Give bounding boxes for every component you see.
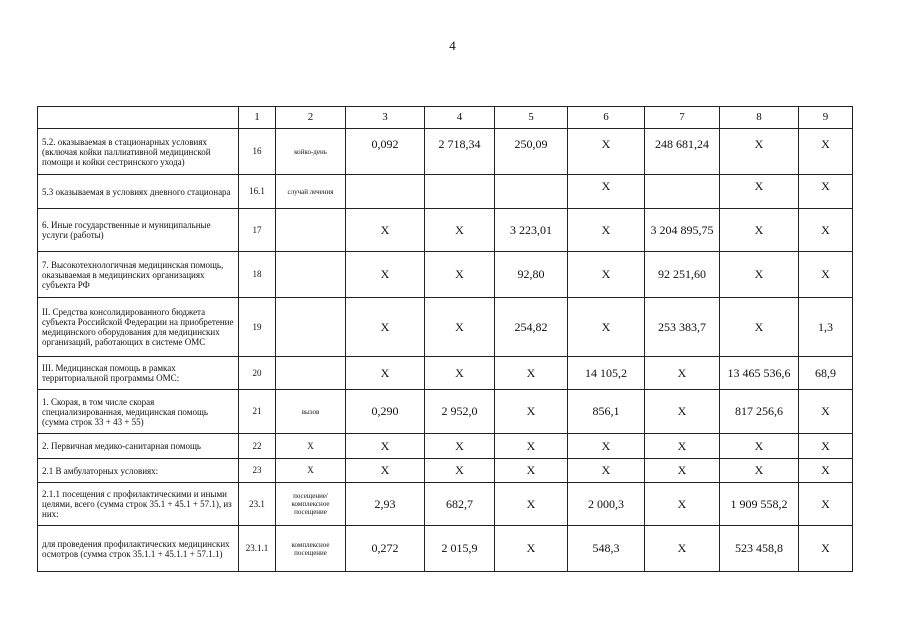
value-cell: X	[425, 252, 495, 298]
row-description: 2.1 В амбулаторных условиях:	[38, 459, 239, 483]
value-cell: 0,092	[346, 129, 425, 175]
header-cell: 2	[276, 107, 346, 129]
table-row	[38, 298, 853, 357]
value-cell: 682,7	[425, 483, 495, 526]
value-cell: 2 718,34	[425, 129, 495, 175]
value-cell: X	[568, 209, 645, 252]
value-cell: X	[645, 390, 720, 434]
value-cell: X	[568, 175, 645, 209]
unit-cell: случай лечения	[276, 175, 346, 209]
header-cell: 6	[568, 107, 645, 129]
value-cell: X	[799, 390, 853, 434]
header-cell: 3	[346, 107, 425, 129]
value-cell: 2,93	[346, 483, 425, 526]
value-cell: 2 015,9	[425, 526, 495, 572]
value-cell: 0,272	[346, 526, 425, 572]
table-row	[38, 175, 853, 209]
value-cell: X	[720, 209, 799, 252]
value-cell: 2 952,0	[425, 390, 495, 434]
table-row	[38, 357, 853, 390]
row-description: III. Медицинская помощь в рамках территориальной программы ОМС:	[38, 357, 239, 390]
row-description: для проведения профилактических медицинских осмотров (сумма строк 35.1.1 + 45.1.1 + 57.1.1)	[38, 526, 239, 572]
table-row	[38, 483, 853, 526]
value-cell: X	[568, 459, 645, 483]
value-cell: X	[425, 357, 495, 390]
header-cell	[38, 107, 239, 129]
value-cell: 548,3	[568, 526, 645, 572]
value-cell: X	[346, 209, 425, 252]
value-cell: X	[568, 434, 645, 459]
row-description: 5.3 оказываемая в условиях дневного стационара	[38, 175, 239, 209]
unit-cell: X	[276, 434, 346, 459]
value-cell: X	[799, 129, 853, 175]
value-cell: 13 465 536,6	[720, 357, 799, 390]
table-row	[38, 129, 853, 175]
row-number: 19	[239, 298, 276, 357]
value-cell: X	[720, 175, 799, 209]
table-row	[38, 209, 853, 252]
value-cell: X	[495, 434, 568, 459]
value-cell: 250,09	[495, 129, 568, 175]
value-cell: X	[720, 129, 799, 175]
row-description: 7. Высокотехнологичная медицинская помощь, оказываемая в медицинских организациях субъекта РФ	[38, 252, 239, 298]
value-cell: X	[645, 483, 720, 526]
header-cell: 1	[239, 107, 276, 129]
value-cell: X	[799, 175, 853, 209]
value-cell: X	[799, 434, 853, 459]
header-cell: 8	[720, 107, 799, 129]
row-description: 1. Скорая, в том числе скорая специализированная, медицинская помощь (сумма строк 33 + 43 + 55)	[38, 390, 239, 434]
value-cell: X	[495, 357, 568, 390]
value-cell: 1,3	[799, 298, 853, 357]
table-row	[38, 390, 853, 434]
value-cell: 523 458,8	[720, 526, 799, 572]
value-cell: X	[346, 434, 425, 459]
value-cell: 14 105,2	[568, 357, 645, 390]
row-number: 16	[239, 129, 276, 175]
value-cell	[495, 175, 568, 209]
unit-cell: комплексное посещение	[276, 526, 346, 572]
value-cell: 92,80	[495, 252, 568, 298]
value-cell: X	[720, 252, 799, 298]
value-cell: X	[425, 434, 495, 459]
value-cell: 92 251,60	[645, 252, 720, 298]
value-cell: X	[720, 459, 799, 483]
row-description: 2.1.1 посещения с профилактическими и иными целями, всего (сумма строк 35.1 + 45.1 + 57.1), из них:	[38, 483, 239, 526]
value-cell: X	[568, 298, 645, 357]
value-cell: X	[495, 390, 568, 434]
value-cell: X	[495, 483, 568, 526]
value-cell: 817 256,6	[720, 390, 799, 434]
value-cell: X	[346, 252, 425, 298]
unit-cell: койко-день	[276, 129, 346, 175]
row-description: 2. Первичная медико-санитарная помощь	[38, 434, 239, 459]
value-cell: X	[799, 252, 853, 298]
value-cell: X	[425, 298, 495, 357]
row-number: 21	[239, 390, 276, 434]
value-cell: X	[495, 459, 568, 483]
row-number: 20	[239, 357, 276, 390]
header-cell: 5	[495, 107, 568, 129]
value-cell	[346, 175, 425, 209]
value-cell: 253 383,7	[645, 298, 720, 357]
value-cell: 856,1	[568, 390, 645, 434]
value-cell: X	[346, 298, 425, 357]
table-row	[38, 459, 853, 483]
financing-table	[37, 106, 853, 572]
unit-cell	[276, 252, 346, 298]
value-cell: X	[799, 526, 853, 572]
header-row	[38, 107, 853, 129]
value-cell: 0,290	[346, 390, 425, 434]
value-cell: X	[799, 209, 853, 252]
value-cell: 254,82	[495, 298, 568, 357]
row-number: 17	[239, 209, 276, 252]
header-cell: 7	[645, 107, 720, 129]
row-number: 16.1	[239, 175, 276, 209]
row-description: II. Средства консолидированного бюджета субъекта Российской Федерации на приобретение медицинского оборудования для медицинских организаций, работающих в системе ОМС	[38, 298, 239, 357]
unit-cell: X	[276, 459, 346, 483]
row-description: 6. Иные государственные и муниципальные услуги (работы)	[38, 209, 239, 252]
value-cell: X	[645, 459, 720, 483]
unit-cell	[276, 357, 346, 390]
page-number: 4	[449, 38, 456, 53]
value-cell: X	[720, 298, 799, 357]
value-cell	[645, 175, 720, 209]
value-cell: X	[720, 434, 799, 459]
value-cell: X	[568, 129, 645, 175]
unit-cell: вызов	[276, 390, 346, 434]
value-cell: X	[645, 526, 720, 572]
row-number: 23	[239, 459, 276, 483]
header-cell: 9	[799, 107, 853, 129]
unit-cell	[276, 298, 346, 357]
value-cell: X	[645, 434, 720, 459]
value-cell: 2 000,3	[568, 483, 645, 526]
row-number: 23.1	[239, 483, 276, 526]
header-cell: 4	[425, 107, 495, 129]
row-number: 18	[239, 252, 276, 298]
row-number: 23.1.1	[239, 526, 276, 572]
value-cell: X	[346, 459, 425, 483]
value-cell: X	[568, 252, 645, 298]
value-cell: 1 909 558,2	[720, 483, 799, 526]
table-row	[38, 252, 853, 298]
value-cell: X	[645, 357, 720, 390]
row-description: 5.2. оказываемая в стационарных условиях (включая койки паллиативной медицинской помощи и койки сестринского ухода)	[38, 129, 239, 175]
value-cell: 68,9	[799, 357, 853, 390]
table-row	[38, 526, 853, 572]
value-cell: X	[346, 357, 425, 390]
value-cell: X	[425, 209, 495, 252]
value-cell: X	[799, 459, 853, 483]
value-cell: 248 681,24	[645, 129, 720, 175]
value-cell: X	[425, 459, 495, 483]
value-cell	[425, 175, 495, 209]
unit-cell: посещение/ комплексное посещение	[276, 483, 346, 526]
table-row	[38, 434, 853, 459]
unit-cell	[276, 209, 346, 252]
value-cell: 3 204 895,75	[645, 209, 720, 252]
value-cell: 3 223,01	[495, 209, 568, 252]
value-cell: X	[495, 526, 568, 572]
row-number: 22	[239, 434, 276, 459]
value-cell: X	[799, 483, 853, 526]
